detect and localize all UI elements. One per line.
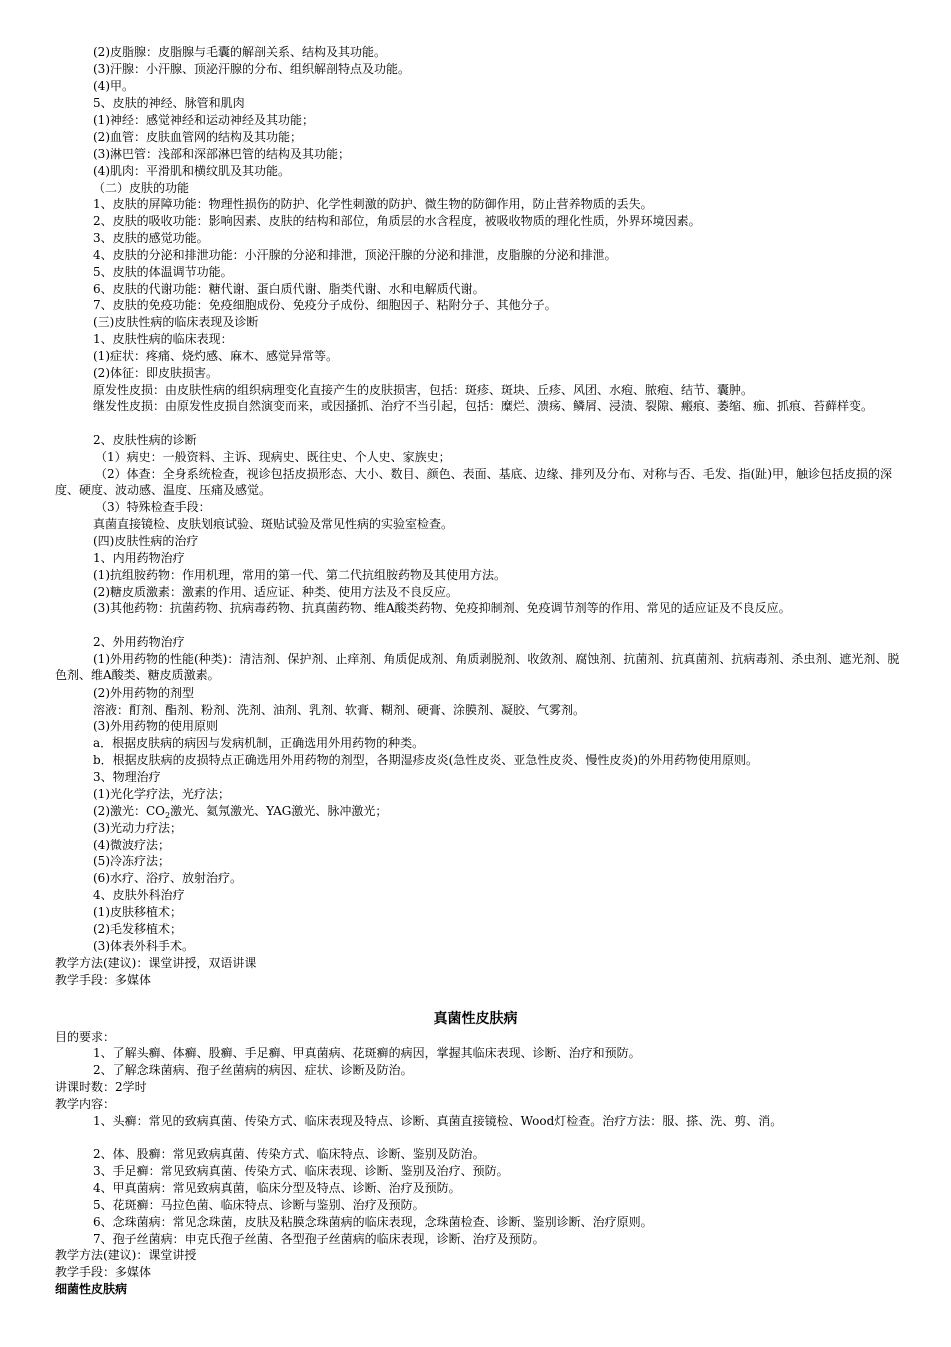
text-line: 目的要求：	[55, 1030, 116, 1044]
text-line: (3)外用药物的使用原则	[93, 719, 218, 733]
text-line: 4、甲真菌病：常见致病真菌，临床分型及特点、诊断、治疗及预防。	[93, 1181, 461, 1195]
text-line: （3）特殊检查手段：	[95, 500, 211, 514]
text-line: (1)抗组胺药物：作用机理，常用的第一代、第二代抗组胺药物及其使用方法。	[93, 568, 507, 582]
text-line: (1)症状：疼痛、烧灼感、麻木、感觉异常等。	[93, 349, 338, 363]
laser-list: 激光、氦氖激光、YAG激光、脉冲激光；	[170, 804, 388, 818]
text-line: b．根据皮肤病的皮损特点正确选用外用药物的剂型，各期湿疹皮炎(急性皮炎、亚急性皮炎、慢性皮炎)的外用药物使用原则。	[93, 753, 759, 767]
text-line: 2、了解念珠菌病、孢子丝菌病的病因、症状、诊断及防治。	[93, 1063, 413, 1077]
text-line: (6)水疗、浴疗、放射治疗。	[93, 871, 242, 885]
text-line: 教学内容：	[55, 1097, 116, 1111]
text-line: 真菌直接镜检、皮肤划痕试验、斑贴试验及常见性病的实验室检查。	[93, 517, 454, 531]
section-title: 真菌性皮肤病	[433, 1011, 518, 1027]
section-heading: （二）皮肤的功能	[93, 181, 190, 195]
text-line: 1、头癣：常见的致病真菌、传染方式、临床表现及特点、诊断、真菌直接镜检、Wood灯检查。治疗方法：服、搽、洗、剪、消。	[93, 1114, 783, 1128]
text-line: (2)血管：皮肤血管网的结构及其功能；	[93, 130, 302, 144]
text-line: 原发性皮损：由皮肤性病的组织病理变化直接产生的皮肤损害，包括：斑疹、斑块、丘疹、风团、水疱、脓疱、结节、囊肿。	[93, 383, 754, 397]
text-line: (1)光化学疗法，光疗法；	[93, 787, 230, 801]
text-line: 1、内用药物治疗	[93, 551, 185, 565]
text-line: (3)汗腺：小汗腺、顶泌汗腺的分布、组织解剖特点及功能。	[93, 62, 411, 76]
text-line: 4、皮肤的分泌和排泄功能：小汗腺的分泌和排泄，顶泌汗腺的分泌和排泄，皮脂腺的分泌和排泄。	[93, 248, 617, 262]
text-line: 5、皮肤的神经、脉管和肌肉	[93, 96, 245, 110]
section-heading: (三)皮肤性病的临床表现及诊断	[93, 315, 259, 329]
text-line: (2)皮脂腺：皮脂腺与毛囊的解剖关系、结构及其功能。	[93, 45, 387, 59]
text-line: 3、物理治疗	[93, 770, 161, 784]
text-line: 1、皮肤性病的临床表现：	[93, 332, 233, 346]
text-line: 1、了解头癣、体癣、股癣、手足癣、甲真菌病、花斑癣的病因，掌握其临床表现、诊断、治疗和预防。	[93, 1046, 641, 1060]
text-line: 6、皮肤的代谢功能：糖代谢、蛋白质代谢、脂类代谢、水和电解质代谢。	[93, 282, 485, 296]
text-line: (1)神经：感觉神经和运动神经及其功能；	[93, 113, 314, 127]
text-line: 溶液：酊剂、酯剂、粉剂、洗剂、油剂、乳剂、软膏、糊剂、硬膏、涂膜剂、凝胶、气雾剂。	[93, 703, 586, 717]
text-line: (2)毛发移植术；	[93, 922, 182, 936]
teaching-method: 教学方法(建议)：课堂讲授，双语讲课	[55, 956, 257, 970]
text-line: (4)肌肉：平滑肌和横纹肌及其功能。	[93, 164, 290, 178]
teaching-means: 教学手段：多媒体	[55, 1265, 152, 1279]
text-line: 4、皮肤外科治疗	[93, 888, 185, 902]
text-line: 6、念珠菌病：常见念珠菌，皮肤及粘膜念珠菌病的临床表现，念珠菌检查、诊断、鉴别诊断、治疗原则。	[93, 1215, 653, 1229]
text-line: (1)外用药物的性能(种类)：清洁剂、保护剂、止痒剂、角质促成剂、角质剥脱剂、收敛剂、腐蚀剂、抗菌剂、抗真菌剂、抗病毒剂、杀虫剂、遮光剂、脱色剂、维A酸类、糖皮质激素。	[55, 652, 900, 683]
text-line: (3)淋巴管：浅部和深部淋巴管的结构及其功能；	[93, 147, 350, 161]
text-line: 继发性皮损：由原发性皮损自然演变而来，或因搔抓、治疗不当引起，包括：糜烂、溃疡、鳞屑、浸渍、裂隙、瘢痕、萎缩、痂、抓痕、苔藓样变。	[93, 399, 874, 413]
text-line: （2）体查：全身系统检查，视诊包括皮损形态、大小、数目、颜色、表面、基底、边缘、排列及分布、对称与否、毛发、指(趾)甲，触诊包括皮损的深度、硬度、波动感、温度、压痛及感觉。	[55, 467, 893, 498]
text-line: (2)外用药物的剂型	[93, 686, 194, 700]
text-line: (2)糖皮质激素：激素的作用、适应证、种类、使用方法及不良反应。	[93, 585, 459, 599]
text-line: 3、手足癣：常见致病真菌、传染方式、临床表现、诊断、鉴别及治疗、预防。	[93, 1164, 509, 1178]
text-line: 讲课时数：2学时	[55, 1080, 147, 1094]
text-line: (3)光动力疗法；	[93, 821, 182, 835]
section-heading: (四)皮肤性病的治疗	[93, 534, 199, 548]
text-line: 2、外用药物治疗	[93, 635, 185, 649]
text-line: 2、皮肤性病的诊断	[93, 433, 197, 447]
text-line: 5、皮肤的体温调节功能。	[93, 265, 233, 279]
teaching-means: 教学手段：多媒体	[55, 973, 152, 987]
teaching-method: 教学方法(建议)：课堂讲授	[55, 1248, 197, 1262]
text-line: 2、皮肤的吸收功能：影响因素、皮肤的结构和部位，角质层的水含程度，被吸收物质的理化性质，外界环境因素。	[93, 214, 701, 228]
text-line: (3)体表外科手术。	[93, 939, 194, 953]
text-line: 7、孢子丝菌病：申克氏孢子丝菌、各型孢子丝菌病的临床表现，诊断、治疗及预防。	[93, 1232, 545, 1246]
text-line: 5、花斑癣：马拉色菌、临床特点、诊断与鉴别、治疗及预防。	[93, 1198, 425, 1212]
text-line: (1)皮肤移植术；	[93, 905, 182, 919]
text-line: 2、体、股癣：常见致病真菌、传染方式、临床特点、诊断、鉴别及防治。	[93, 1147, 485, 1161]
subscript-2: 2	[165, 811, 171, 820]
text-line	[55, 803, 900, 819]
next-section-heading: 细菌性皮肤病	[55, 1282, 128, 1296]
text-line: (3)其他药物：抗菌药物、抗病毒药物、抗真菌药物、维A酸类药物、免疫抑制剂、免疫调节剂等的作用、常见的适应证及不良反应。	[93, 601, 791, 615]
text-line: 7、皮肤的免疫功能：免疫细胞成份、免疫分子成份、细胞因子、粘附分子、其他分子。	[93, 298, 557, 312]
text-line: (2)体征：即皮肤损害。	[93, 366, 218, 380]
text-line: (4)微波疗法；	[93, 838, 170, 852]
text-line: a．根据皮肤病的病因与发病机制，正确选用外用药物的种类。	[93, 736, 425, 750]
text-line: 3、皮肤的感觉功能。	[93, 231, 209, 245]
text-line: (5)冷冻疗法；	[93, 854, 170, 868]
laser-label: (2)激光：CO	[93, 804, 166, 818]
text-line: 1、皮肤的屏障功能：物理性损伤的防护、化学性刺激的防护、微生物的防御作用，防止营养物质的丢失。	[93, 197, 653, 211]
text-line: （1）病史：一般资料、主诉、现病史、既往史、个人史、家族史；	[95, 450, 451, 464]
text-line: (4)甲。	[93, 79, 134, 93]
